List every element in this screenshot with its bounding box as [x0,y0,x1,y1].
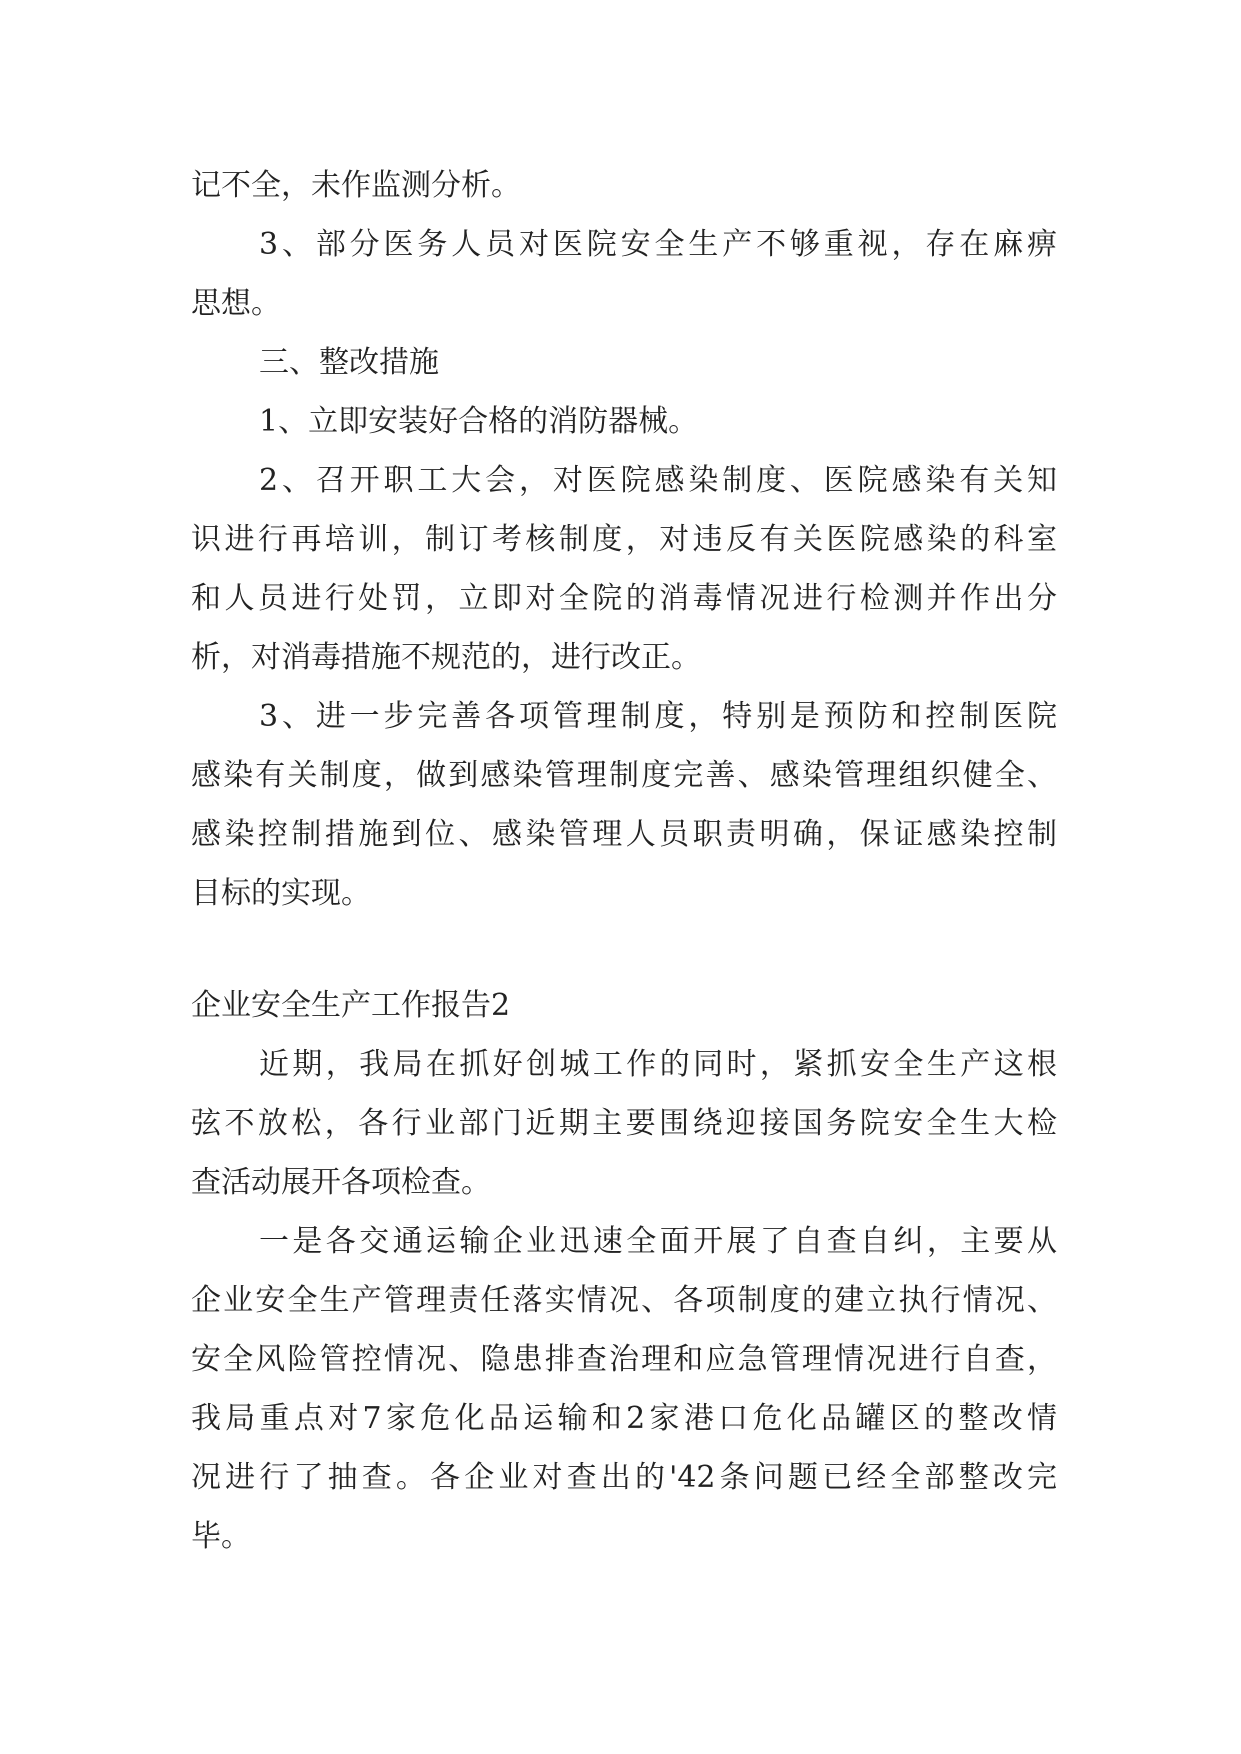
paragraph-line: 和人员进行处罚，立即对全院的消毒情况进行检测并作出分 [191,581,1057,616]
paragraph-line: 识进行再培训，制订考核制度，对违反有关医院感染的科室 [191,522,1057,557]
paragraph-line: 思想。 [191,286,281,321]
paragraph-line: 感染控制措施到位、感染管理人员职责明确，保证感染控制 [191,817,1057,852]
paragraph-line: 3、进一步完善各项管理制度，特别是预防和控制医院 [259,699,1057,734]
paragraph-line: 企业安全生产管理责任落实情况、各项制度的建立执行情况、 [191,1283,1057,1318]
paragraph-line: 安全风险管控情况、隐患排查治理和应急管理情况进行自查， [191,1342,1057,1377]
paragraph-line: 目标的实现。 [191,876,371,911]
paragraph-line: 查活动展开各项检查。 [191,1165,491,1200]
section-heading: 三、整改措施 [259,345,439,380]
paragraph-line: 毕。 [191,1519,251,1554]
paragraph-line: 我局重点对7家危化品运输和2家港口危化品罐区的整改情 [191,1401,1057,1436]
paragraph-line: 况进行了抽查。各企业对查出的'42条问题已经全部整改完 [191,1460,1057,1495]
paragraph-line: 记不全，未作监测分析。 [191,168,521,203]
paragraph-line: 感染有关制度，做到感染管理制度完善、感染管理组织健全、 [191,758,1057,793]
report-title: 企业安全生产工作报告2 [191,988,511,1023]
paragraph-line: 析，对消毒措施不规范的，进行改正。 [191,640,701,675]
paragraph-line: 2、召开职工大会，对医院感染制度、医院感染有关知 [259,463,1057,498]
paragraph-line: 近期，我局在抓好创城工作的同时，紧抓安全生产这根 [259,1047,1057,1082]
paragraph-line: 1、立即安装好合格的消防器械。 [259,404,699,439]
document-page [191,156,1057,1566]
spacer [191,923,1057,976]
paragraph-line: 弦不放松，各行业部门近期主要围绕迎接国务院安全生大检 [191,1106,1057,1141]
paragraph-line: 一是各交通运输企业迅速全面开展了自查自纠，主要从 [259,1224,1057,1259]
paragraph-line: 3、部分医务人员对医院安全生产不够重视，存在麻痹 [259,227,1057,262]
